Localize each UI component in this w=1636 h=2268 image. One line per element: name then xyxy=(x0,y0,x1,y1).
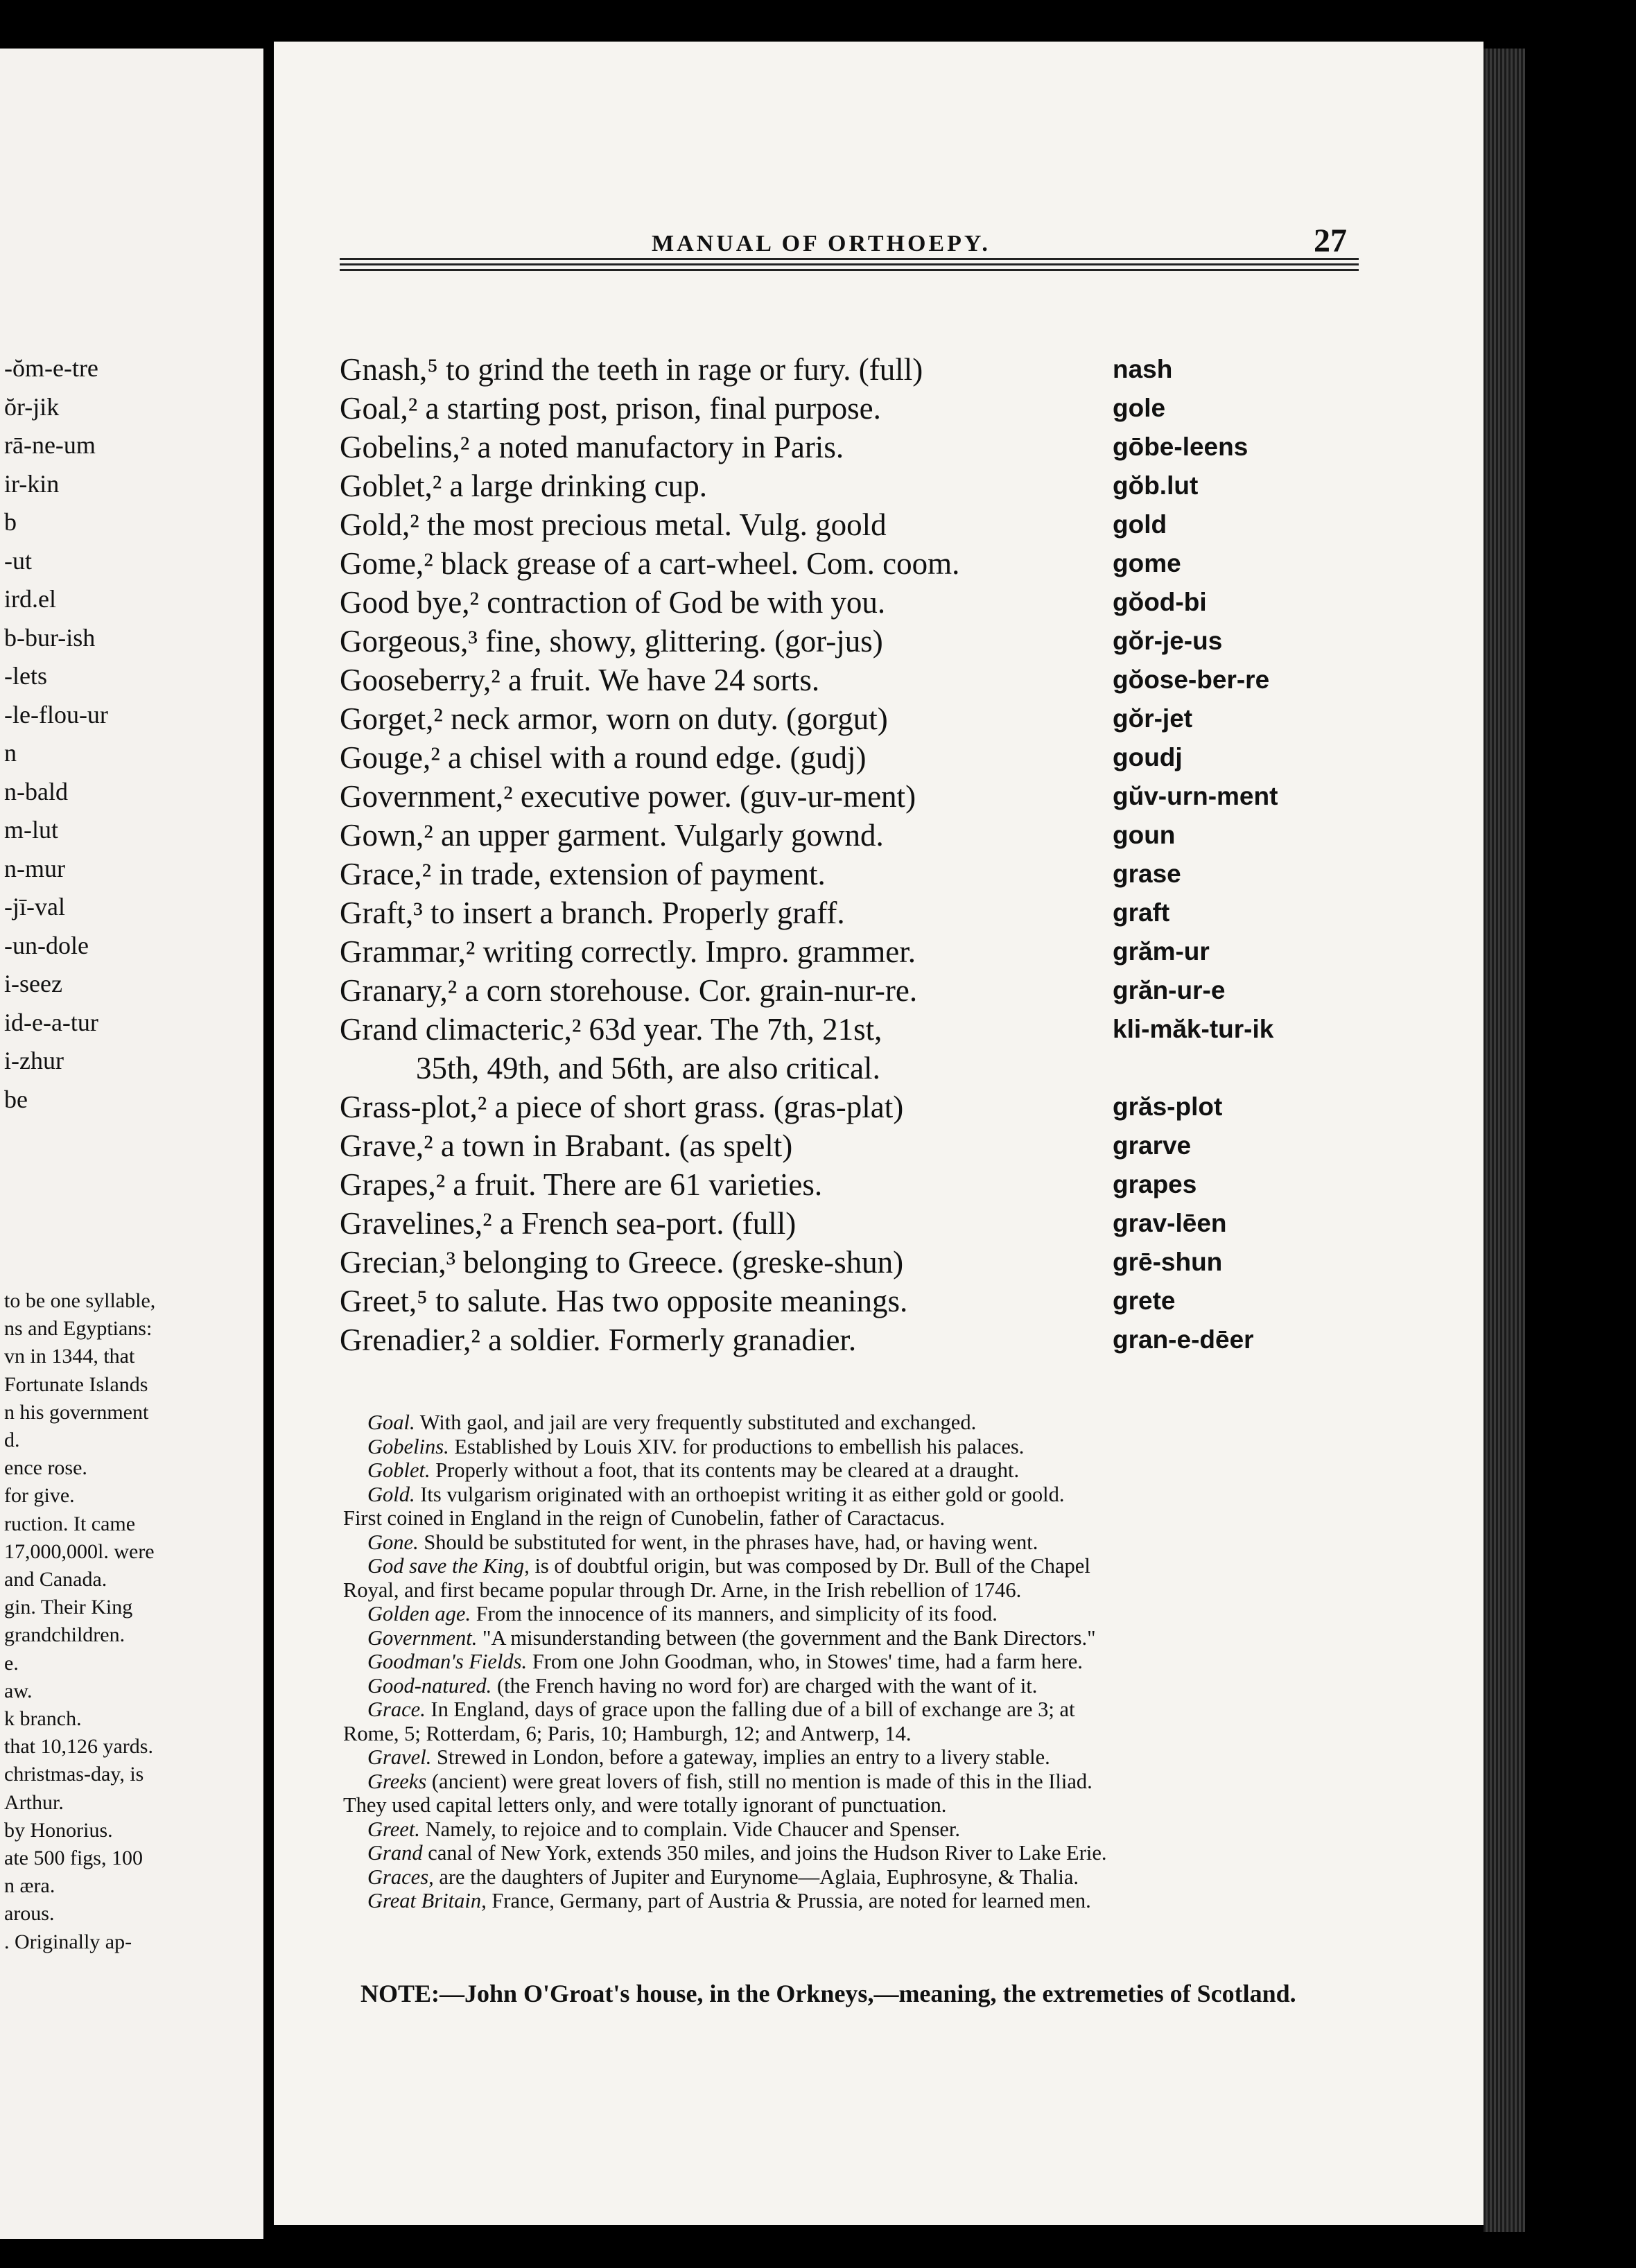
dictionary-entry xyxy=(340,1010,1380,1049)
left-page-line: vn in 1344, that xyxy=(4,1345,135,1368)
footnote-text: Namely, to rejoice and to complain. Vide Chaucer and Spenser. xyxy=(419,1817,961,1841)
footnote-line xyxy=(343,1722,1383,1746)
entry-list xyxy=(340,350,1380,1359)
entry-pronunciation: gŏose-ber-re xyxy=(1113,665,1270,694)
footnote-line xyxy=(343,1865,1383,1890)
footnote-keyword: Goal. xyxy=(367,1411,415,1434)
entry-text: Grenadier,² a soldier. Formerly granadier. xyxy=(340,1323,857,1357)
header-rule xyxy=(340,269,1359,271)
footnote-keyword: Graces, xyxy=(367,1865,434,1889)
entry-text: Gooseberry,² a fruit. We have 24 sorts. xyxy=(340,663,820,697)
entry-text: Gorgeous,³ fine, showy, glittering. (gor-jus) xyxy=(340,624,883,658)
left-page-line: gin. Their King xyxy=(4,1596,133,1619)
footnote-text: Rome, 5; Rotterdam, 6; Paris, 10; Hamburgh, 12; and Antwerp, 14. xyxy=(343,1721,912,1745)
footnote-line xyxy=(343,1578,1383,1603)
entry-pronunciation: gole xyxy=(1113,394,1166,422)
dictionary-entry xyxy=(340,932,1380,971)
entry-text: Grass-plot,² a piece of short grass. (gras-plat) xyxy=(340,1090,904,1124)
entry-text: Grace,² in trade, extension of payment. xyxy=(340,857,826,891)
footnote-keyword: Grace. xyxy=(367,1698,426,1721)
dictionary-entry xyxy=(340,466,1380,505)
footnote-text: Properly without a foot, that its contents may be cleared at a draught. xyxy=(430,1458,1020,1482)
left-page-line: k branch. xyxy=(4,1707,82,1730)
footnote-text: canal of New York, extends 350 miles, and joins the Hudson River to Lake Erie. xyxy=(422,1841,1107,1865)
left-page-line: b xyxy=(4,508,17,536)
left-page-line: ence rose. xyxy=(4,1456,87,1480)
entry-text: Graft,³ to insert a branch. Properly graff. xyxy=(340,896,845,930)
entry-text: Good bye,² contraction of God be with you. xyxy=(340,585,886,620)
footnote-line xyxy=(343,1745,1383,1770)
footnote-text: France, Germany, part of Austria & Prussia, are noted for learned men. xyxy=(486,1889,1091,1912)
footnote-line xyxy=(343,1841,1383,1865)
left-page-line: ns and Egyptians: xyxy=(4,1317,153,1341)
entry-pronunciation: gold xyxy=(1113,510,1167,539)
dictionary-entry xyxy=(340,893,1380,932)
entry-pronunciation: gŏr-je-us xyxy=(1113,627,1223,655)
left-page-line: n-bald xyxy=(4,777,68,805)
footnote-line xyxy=(343,1554,1383,1578)
footnote-line xyxy=(343,1626,1383,1650)
left-page-line: Arthur. xyxy=(4,1790,64,1814)
dictionary-entry xyxy=(340,661,1380,699)
left-page-line: i-seez xyxy=(4,970,62,997)
left-page-line: -ŏm-e-tre xyxy=(4,354,98,382)
entry-pronunciation: grapes xyxy=(1113,1170,1197,1198)
left-page-line: christmas-day, is xyxy=(4,1763,144,1786)
footnote-text: Established by Louis XIV. for productions to embellish his palaces. xyxy=(449,1434,1025,1458)
footnote-text: First coined in England in the reign of Cunobelin, father of Caractacus. xyxy=(343,1506,946,1530)
footnote-line xyxy=(343,1435,1383,1459)
footnote-text: From one John Goodman, who, in Stowes' time, had a farm here. xyxy=(527,1650,1083,1673)
entry-text: Government,² executive power. (guv-ur-ment) xyxy=(340,779,916,814)
footnote-line xyxy=(343,1650,1383,1674)
entry-text: Gouge,² a chisel with a round edge. (gudj) xyxy=(340,740,867,775)
page-edge xyxy=(1483,49,1525,2232)
left-page-line: . Originally ap- xyxy=(4,1930,132,1953)
footnotes xyxy=(343,1411,1383,1913)
left-page-line: -le-flou-ur xyxy=(4,700,108,729)
left-page-line: ir-kin xyxy=(4,469,60,498)
page-number: 27 xyxy=(1314,223,1347,259)
entry-text: 35th, 49th, and 56th, are also critical. xyxy=(416,1051,880,1085)
left-page-line: that 10,126 yards. xyxy=(4,1735,153,1759)
left-page-line: id-e-a-tur xyxy=(4,1008,98,1036)
entry-text: Grammar,² writing correctly. Impro. grammer. xyxy=(340,934,916,969)
left-page-line: by Honorius. xyxy=(4,1818,113,1842)
entry-text: Grapes,² a fruit. There are 61 varieties. xyxy=(340,1167,823,1202)
entry-pronunciation: gŏb.lut xyxy=(1113,471,1199,500)
footer-note: NOTE:—John O'Groat's house, in the Orkneys,—meaning, the extremeties of Scotland. xyxy=(360,1980,1296,2007)
left-page-line: -lets xyxy=(4,662,47,690)
footnote-keyword: Gravel. xyxy=(367,1745,432,1769)
dictionary-entry xyxy=(340,544,1380,583)
entry-pronunciation: gran-e-dēer xyxy=(1113,1325,1254,1354)
footnote-line xyxy=(343,1483,1383,1507)
footnote-text: "A misunderstanding between (the government and the Bank Directors." xyxy=(477,1625,1096,1650)
dictionary-entry xyxy=(340,1243,1380,1282)
entry-pronunciation: grăn-ur-e xyxy=(1113,976,1226,1004)
entry-pronunciation: gŏr-jet xyxy=(1113,704,1193,733)
left-page-line: for give. xyxy=(4,1484,75,1508)
left-page-line: i-zhur xyxy=(4,1047,64,1074)
footnote-line xyxy=(343,1889,1383,1913)
footnote-line xyxy=(343,1770,1383,1794)
footnote-keyword: God save the King, xyxy=(367,1554,530,1578)
footnote-keyword: Gone. xyxy=(367,1530,419,1554)
left-page-line: be xyxy=(4,1085,28,1113)
left-page-line: grandchildren. xyxy=(4,1623,125,1647)
dictionary-entry xyxy=(340,1165,1380,1204)
footnote-text: With gaol, and jail are very frequently substituted and exchanged. xyxy=(415,1411,977,1434)
dictionary-entry xyxy=(340,583,1380,622)
left-page-line: n æra. xyxy=(4,1874,55,1898)
entry-text: Goblet,² a large drinking cup. xyxy=(340,469,708,503)
dictionary-entry xyxy=(340,505,1380,544)
footnote-keyword: Golden age. xyxy=(367,1602,471,1625)
entry-pronunciation: goun xyxy=(1113,821,1176,849)
dictionary-entry xyxy=(340,855,1380,893)
dictionary-entry xyxy=(340,1088,1380,1126)
dictionary-entry xyxy=(340,777,1380,816)
left-page-line: to be one syllable, xyxy=(4,1289,156,1312)
entry-text: Gown,² an upper garment. Vulgarly gownd. xyxy=(340,818,884,853)
entry-pronunciation: gŏod-bi xyxy=(1113,588,1207,616)
entry-pronunciation: grăs-plot xyxy=(1113,1092,1223,1121)
footnote-text: They used capital letters only, and were totally ignorant of punctuation. xyxy=(343,1793,947,1817)
left-page-line: -un-dole xyxy=(4,931,89,959)
footnote-keyword: Government. xyxy=(367,1625,478,1650)
left-page-line: d. xyxy=(4,1429,20,1451)
left-page-line: 17,000,000l. were xyxy=(4,1539,155,1563)
footnote-keyword: Goodman's Fields. xyxy=(367,1650,528,1673)
left-page-line: m-lut xyxy=(4,816,58,844)
footnote-text: Strewed in London, before a gateway, implies an entry to a livery stable. xyxy=(431,1745,1050,1769)
footnote-keyword: Greet. xyxy=(367,1817,420,1841)
footnote-keyword: Good-natured. xyxy=(367,1673,492,1698)
dictionary-entry xyxy=(340,428,1380,466)
footnote-text: is of doubtful origin, but was composed by Dr. Bull of the Chapel xyxy=(529,1554,1090,1578)
dictionary-entry xyxy=(340,1320,1380,1359)
footnote-line xyxy=(343,1530,1383,1555)
entry-text: Grecian,³ belonging to Greece. (greske-shun) xyxy=(340,1245,904,1280)
footnote-text: In England, days of grace upon the falling due of a bill of exchange are 3; at xyxy=(425,1698,1075,1721)
entry-text: Granary,² a corn storehouse. Cor. grain-nur-re. xyxy=(340,973,918,1008)
facing-page-fragment xyxy=(0,49,263,2239)
entry-pronunciation: grete xyxy=(1113,1286,1176,1315)
entry-text: Gravelines,² a French sea-port. (full) xyxy=(340,1206,797,1241)
left-page-line: n his government xyxy=(4,1400,149,1424)
left-page-line: ird.el xyxy=(4,585,56,613)
entry-pronunciation: nash xyxy=(1113,355,1173,383)
footnote-text: From the innocence of its manners, and simplicity of its food. xyxy=(471,1602,998,1625)
entry-text: Goal,² a starting post, prison, final purpose. xyxy=(340,391,881,426)
left-page-line: Fortunate Islands xyxy=(4,1372,148,1396)
left-page-line: arous. xyxy=(4,1902,55,1926)
header-rule xyxy=(340,258,1359,260)
footnote-text: (ancient) were great lovers of fish, still no mention is made of this in the Iliad. xyxy=(426,1769,1093,1793)
footnote-keyword: Great Britain, xyxy=(367,1889,487,1912)
left-page-line: -ut xyxy=(4,546,32,575)
entry-pronunciation: graft xyxy=(1113,898,1170,927)
left-page-line: n-mur xyxy=(4,854,65,882)
footnote-line xyxy=(343,1817,1383,1842)
dictionary-entry xyxy=(340,971,1380,1010)
footnote-text: Royal, and first became popular through Dr. Arne, in the Irish rebellion of 1746. xyxy=(343,1578,1022,1602)
footnote-text: Should be substituted for went, in the phrases have, had, or having went. xyxy=(418,1530,1038,1554)
left-page-line: b-bur-ish xyxy=(4,623,96,652)
entry-pronunciation: gōbe-leens xyxy=(1113,433,1248,461)
footnote-line xyxy=(343,1506,1383,1530)
entry-pronunciation: gome xyxy=(1113,549,1181,577)
footnote-keyword: Gold. xyxy=(367,1482,415,1506)
entry-text: Gnash,⁵ to grind the teeth in rage or fury. (full) xyxy=(340,352,923,387)
footnote-line xyxy=(343,1602,1383,1626)
book-page xyxy=(274,42,1483,2225)
footnote-keyword: Goblet. xyxy=(367,1458,430,1482)
footnote-line xyxy=(343,1793,1383,1817)
left-page-line: aw. xyxy=(4,1679,33,1702)
entry-pronunciation: grase xyxy=(1113,860,1181,888)
left-page-line: ŏr-jik xyxy=(4,392,60,421)
entry-pronunciation: goudj xyxy=(1113,743,1183,771)
entry-text: Greet,⁵ to salute. Has two opposite meanings. xyxy=(340,1284,908,1318)
dictionary-entry xyxy=(340,350,1380,389)
entry-pronunciation: grav-lēen xyxy=(1113,1209,1227,1237)
entry-pronunciation: kli-măk-tur-ik xyxy=(1113,1015,1274,1043)
left-page-line: ruction. It came xyxy=(4,1512,136,1535)
footnote-text: are the daughters of Jupiter and Eurynome—Aglaia, Euphrosyne, & Thalia. xyxy=(433,1865,1079,1889)
header-rule xyxy=(340,263,1359,265)
footnote-line xyxy=(343,1411,1383,1435)
dictionary-entry xyxy=(340,1204,1380,1243)
footnote-keyword: Grand xyxy=(367,1841,423,1865)
entry-text: Gold,² the most precious metal. Vulg. goold xyxy=(340,507,887,542)
footnote-keyword: Gobelins. xyxy=(367,1434,449,1458)
dictionary-entry xyxy=(340,1282,1380,1320)
entry-pronunciation: grarve xyxy=(1113,1131,1192,1160)
left-page-line: and Canada. xyxy=(4,1568,107,1591)
dictionary-entry xyxy=(340,738,1380,777)
running-title: MANUAL OF ORTHOEPY. xyxy=(652,231,991,256)
entry-text: Gome,² black grease of a cart-wheel. Com. coom. xyxy=(340,546,960,581)
dictionary-entry xyxy=(340,1049,1380,1088)
entry-text: Gorget,² neck armor, worn on duty. (gorgut) xyxy=(340,701,888,736)
dictionary-entry xyxy=(340,816,1380,855)
entry-text: Gobelins,² a noted manufactory in Paris. xyxy=(340,430,844,464)
footnote-line xyxy=(343,1698,1383,1722)
left-page-line: -jī-val xyxy=(4,893,65,921)
footnote-line xyxy=(343,1674,1383,1698)
footnote-text: Its vulgarism originated with an orthoepist writing it as either gold or goold. xyxy=(415,1482,1065,1506)
dictionary-entry xyxy=(340,622,1380,661)
footnote-line xyxy=(343,1458,1383,1483)
entry-pronunciation: grăm-ur xyxy=(1113,937,1210,966)
left-page-line: e. xyxy=(4,1651,19,1675)
left-page-line: n xyxy=(4,739,17,767)
page-header xyxy=(274,184,1483,259)
entry-text: Grave,² a town in Brabant. (as spelt) xyxy=(340,1128,793,1163)
dictionary-entry xyxy=(340,389,1380,428)
left-page-line: ate 500 figs, 100 xyxy=(4,1847,143,1869)
footnote-text: (the French having no word for) are charged with the want of it. xyxy=(491,1673,1038,1698)
left-page-line: rā-ne-um xyxy=(4,431,96,459)
footnote-keyword: Greeks xyxy=(367,1769,427,1793)
dictionary-entry xyxy=(340,1126,1380,1165)
entry-pronunciation: gŭv-urn-ment xyxy=(1113,782,1278,810)
dictionary-entry xyxy=(340,699,1380,738)
entry-pronunciation: grē-shun xyxy=(1113,1248,1223,1276)
entry-text: Grand climacteric,² 63d year. The 7th, 21st, xyxy=(340,1012,882,1047)
